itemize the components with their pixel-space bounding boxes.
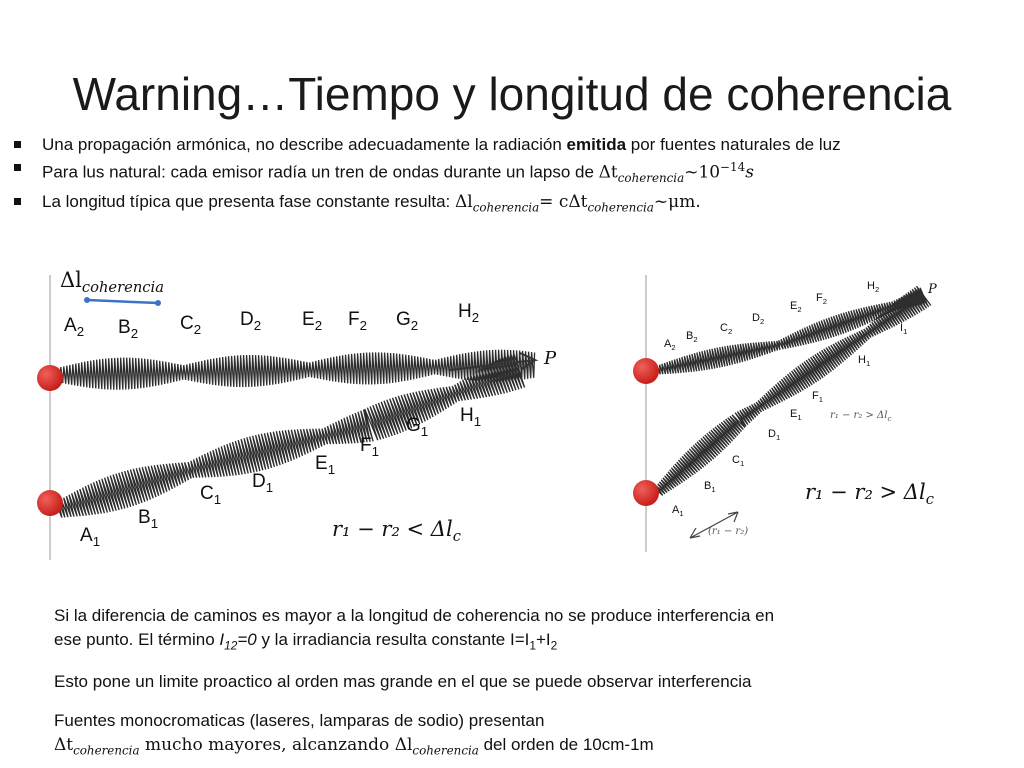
bullet-text: La longitud típica que presenta fase constante resulta: (42, 192, 455, 212)
wave-packet-label: $A_2$ (64, 315, 85, 339)
wave-packet-label: $B_1$ (704, 480, 716, 495)
bullet-item (10, 156, 1000, 190)
wave-packet-label: $E_1$ (790, 408, 802, 423)
wave-packet-label: $B_2$ (118, 317, 139, 341)
source-dot-bottom (37, 490, 63, 516)
source-dot-top (633, 358, 659, 384)
math-equation: = cΔt (539, 192, 588, 213)
arrow-label: (r₁ − r₂) (708, 526, 749, 537)
wave-packet-label: $C_2$ (720, 322, 733, 337)
wave-packet-label: $D_1$ (252, 471, 274, 495)
bullet-list (10, 133, 1000, 219)
bullet-bold-text: emitida (566, 135, 627, 154)
wave-packet-label: $F_1$ (812, 390, 824, 405)
math-delta-t: Δt (598, 162, 618, 183)
paragraph-limit: Esto pone un limite proactico al orden mas grande en el que se puede observar interferencia (54, 672, 752, 691)
small-condition-label: $r_1 - r_2 > \Delta l_c$ (830, 410, 892, 423)
condition-label: $r_1 - r_2 < \Delta l_c$ (332, 517, 461, 546)
wave-packet-label: $C_1$ (200, 483, 222, 507)
wave-train-bottom (654, 286, 931, 495)
coherence-length-label: $\Delta l_{coherencia}$ (60, 268, 164, 297)
square-bullet-icon (14, 198, 21, 205)
wave-packet-label: $F_2$ (816, 292, 828, 307)
coherence-bar-end (155, 300, 161, 306)
wave-packet-label: $H_1$ (858, 354, 871, 369)
paragraph-interference (54, 604, 774, 657)
paragraph-line: ese punto. El término $I_{12}=0$ y la irradiancia resulta constante $I=I_1+I_2$ (54, 630, 558, 653)
slide-title: Warning…Tiempo y longitud de coherencia (72, 68, 952, 120)
math-subscript: coherencia (472, 200, 540, 215)
wave-packet-label: $A_2$ (664, 338, 676, 353)
wave-packet-label: $E_2$ (302, 309, 323, 333)
wave-packet-label: $A_1$ (80, 525, 101, 549)
left-wave-diagram (40, 265, 560, 565)
wave-packet-label: $E_2$ (790, 300, 802, 315)
bullet-text: Para lus natural: cada emisor radía un tren de ondas durante un lapso de (42, 162, 599, 182)
wave-packet-label: $B_1$ (138, 507, 159, 531)
wave-packet-label: $H_2$ (867, 280, 880, 295)
math-delta-l: Δl (455, 192, 473, 213)
math-exponent: −14 (720, 160, 746, 174)
paragraph-line: Fuentes monocromaticas (laseres, lamparas de sodio) presentan (54, 711, 545, 730)
bullet-item (10, 190, 1000, 219)
wave-packet-label: $F_2$ (348, 309, 368, 333)
wave-packet-label: $G_2$ (396, 309, 419, 333)
wave-packet-label: $G_1$ (406, 415, 429, 439)
square-bullet-icon (14, 141, 21, 148)
source-dot-top (37, 365, 63, 391)
wave-packet-label: $H_2$ (458, 301, 480, 325)
wave-packet-label: $C_2$ (180, 313, 202, 337)
math-subscript: coherencia (587, 200, 654, 215)
bullet-text: Una propagación armónica, no describe adecuadamente la radiación (42, 135, 567, 154)
math-subscript: coherencia (617, 171, 685, 186)
math-approx: ~10 (684, 162, 721, 183)
coherence-length-bar (87, 300, 158, 303)
wave-packet-label: $I_1$ (900, 322, 908, 337)
square-bullet-icon (14, 164, 21, 171)
paragraph-line: Si la diferencia de caminos es mayor a la longitud de coherencia no se produce interferencia en (54, 606, 775, 625)
bullet-text: por fuentes naturales de luz (626, 135, 841, 154)
point-p-label: P (544, 348, 557, 369)
paragraph-sources (54, 709, 654, 762)
paragraph-line: $\Delta t_{coherencia}$ mucho mayores, alcanzando $\Delta l_{coherencia}$ del orden de 10cm-1m (54, 735, 654, 758)
coherence-bar-end (84, 297, 90, 303)
bullet-item (10, 133, 1000, 156)
wave-packet-label: $D_1$ (768, 428, 781, 443)
wave-packet-label: $B_2$ (686, 330, 698, 345)
condition-label-right: $r_1 - r_2 > \Delta l_c$ (805, 480, 934, 509)
wave-path (654, 286, 931, 495)
wave-packet-label: $A_1$ (672, 504, 684, 519)
math-unit: s (745, 162, 754, 183)
wave-packet-label: $C_1$ (732, 454, 745, 469)
wave-packet-label: $H_1$ (460, 405, 482, 429)
right-figure (630, 270, 950, 555)
wave-packet-label: $D_2$ (240, 309, 262, 333)
wave-packet-label: $F_1$ (360, 435, 380, 459)
math-approx: ~μm. (653, 192, 701, 213)
point-p-label: P (928, 282, 937, 297)
wave-packet-label: $E_1$ (315, 453, 336, 477)
source-dot-bottom (633, 480, 659, 506)
left-figure (40, 265, 560, 565)
wave-packet-label: $D_2$ (752, 312, 765, 327)
